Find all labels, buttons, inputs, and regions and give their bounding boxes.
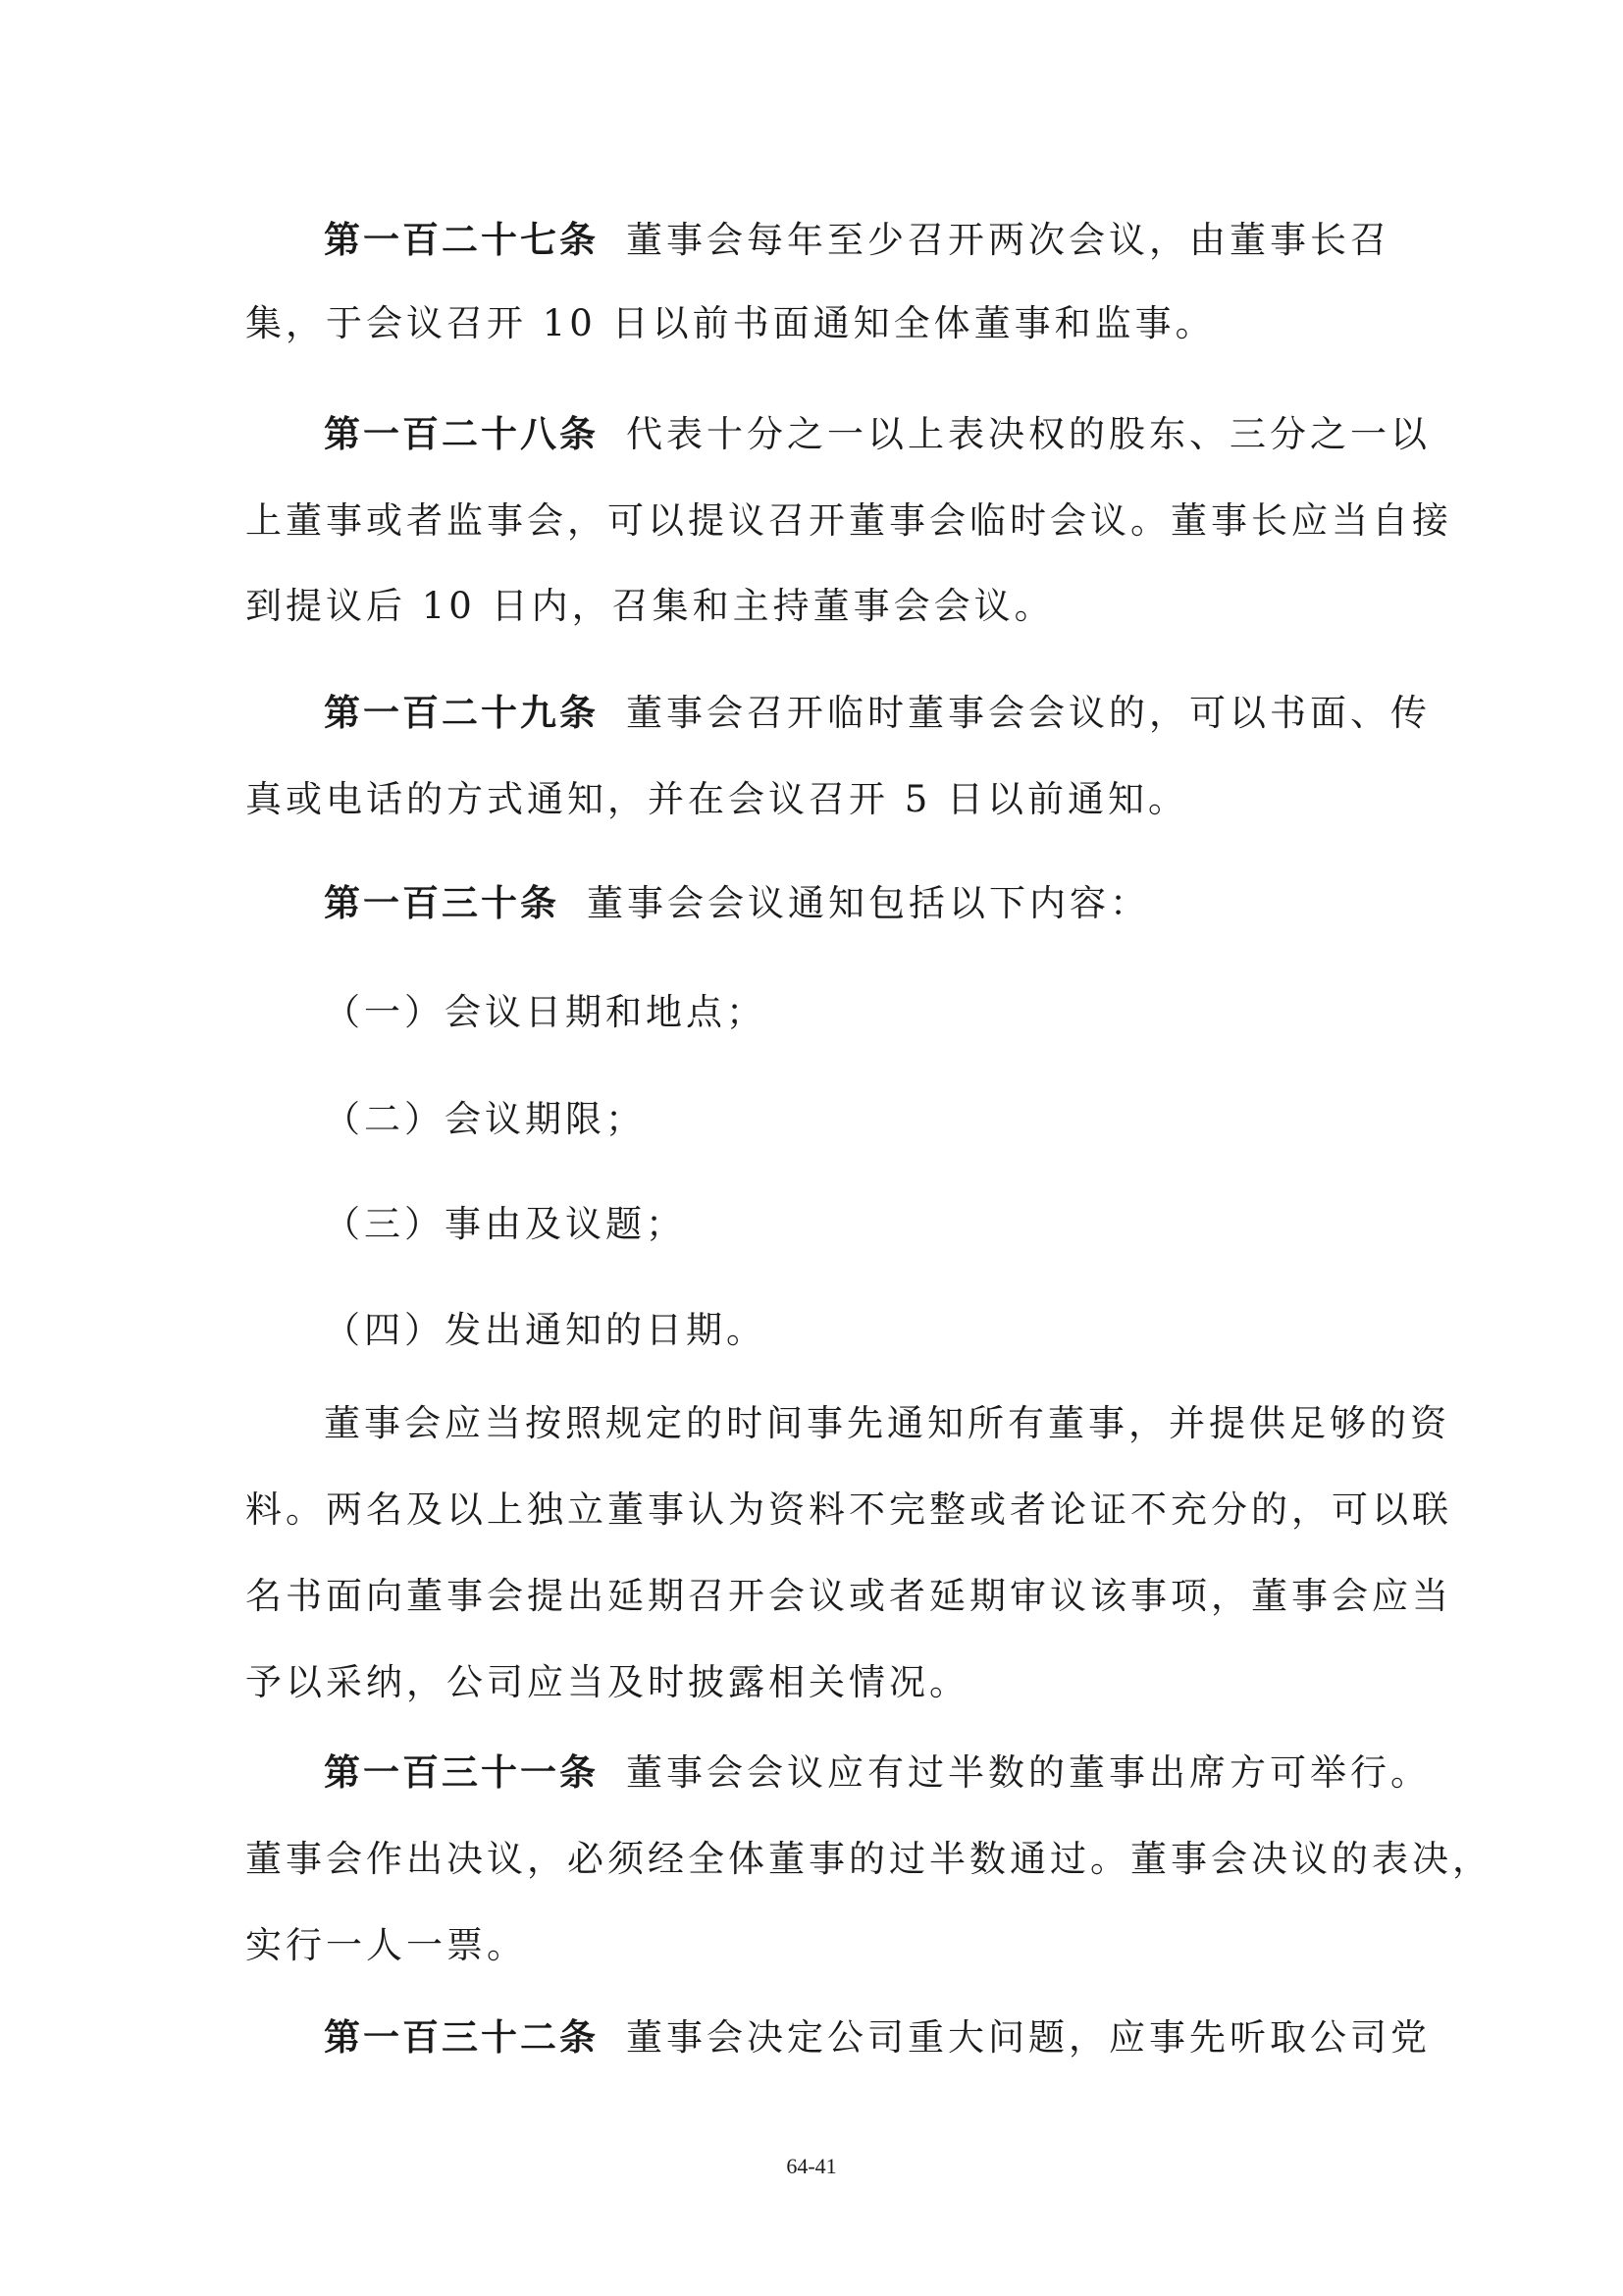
article-130-text: 董事会会议通知包括以下内容： — [587, 882, 1150, 924]
article-131-line-2: 董事会作出决议，必须经全体董事的过半数通过。董事会决议的表决， — [245, 1838, 1492, 1880]
article-132-text: 董事会决定公司重大问题，应事先听取公司党 — [626, 2016, 1431, 2059]
article-129-line-1 — [324, 689, 1431, 738]
article-129-line-2: 真或电话的方式通知，并在会议召开 5 日以前通知。 — [245, 778, 1189, 820]
article-131-line-1 — [324, 1748, 1431, 1798]
page-number: 64-41 — [786, 2154, 837, 2178]
article-127-heading: 第一百二十七条 — [324, 219, 599, 261]
list-item-4: （四）发出通知的日期。 — [324, 1309, 766, 1351]
article-131-line-3: 实行一人一票。 — [245, 1924, 527, 1966]
article-132-heading: 第一百三十二条 — [324, 2016, 599, 2059]
article-128-heading: 第一百二十八条 — [324, 413, 599, 455]
notice-paragraph-line-3: 名书面向董事会提出延期召开会议或者延期审议该事项，董事会应当 — [245, 1575, 1452, 1617]
article-127-line-2: 集，于会议召开 10 日以前书面通知全体董事和监事。 — [245, 302, 1216, 344]
article-129-heading: 第一百二十九条 — [324, 692, 599, 734]
article-128-line-3: 到提议后 10 日内，召集和主持董事会会议。 — [245, 585, 1055, 627]
list-item-2: （二）会议期限； — [324, 1098, 646, 1140]
article-131-text: 董事会会议应有过半数的董事出席方可举行。 — [626, 1751, 1431, 1794]
article-131-heading: 第一百三十一条 — [324, 1751, 599, 1794]
article-128-line-1 — [324, 410, 1431, 459]
list-item-1: （一）会议日期和地点； — [324, 991, 766, 1033]
list-item-3: （三）事由及议题； — [324, 1203, 686, 1245]
notice-paragraph-line-2: 料。两名及以上独立董事认为资料不完整或者论证不充分的，可以联 — [245, 1488, 1452, 1531]
article-127-line-1 — [324, 216, 1388, 265]
article-128-text: 代表十分之一以上表决权的股东、三分之一以 — [626, 413, 1431, 455]
article-130-heading: 第一百三十条 — [324, 882, 559, 924]
notice-paragraph-line-4: 予以采纳，公司应当及时披露相关情况。 — [245, 1661, 969, 1703]
article-132-line-1 — [324, 2013, 1431, 2062]
article-127-text: 董事会每年至少召开两次会议，由董事长召 — [626, 219, 1390, 261]
article-129-text: 董事会召开临时董事会会议的，可以书面、传 — [626, 692, 1431, 734]
article-128-line-2: 上董事或者监事会，可以提议召开董事会临时会议。董事长应当自接 — [245, 499, 1452, 542]
notice-paragraph-line-1: 董事会应当按照规定的时间事先通知所有董事，并提供足够的资 — [324, 1402, 1450, 1444]
article-130-line-1 — [324, 879, 1388, 928]
